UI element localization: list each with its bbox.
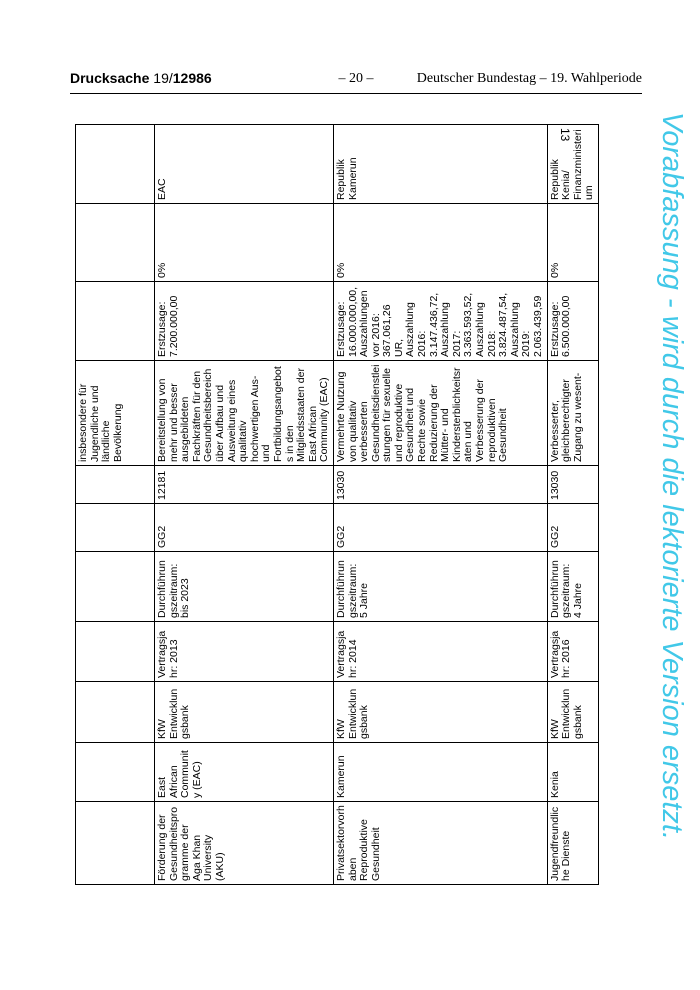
- table-cell: Vertragsjahr: 2014: [333, 622, 547, 682]
- table-cell: Förderung der Gesundheitsprogramme der Aga Khan University (AKU): [155, 802, 334, 885]
- table-cell: 0%: [547, 204, 598, 282]
- table-cell: [76, 204, 155, 282]
- table-cell: [76, 622, 155, 682]
- page-label: – 20 –: [338, 71, 374, 86]
- rotated-table-container: [75, 125, 596, 885]
- table-cell: Vermehrte Nutzung von qualitativ verbesserten Gesundheitsdienstleistungen für sexuelle und reproduktive Gesundheit und Rechte sowie Reduzierung der Mütter- und Kindersterblichkeitsraten und Verbesserung der reproduktiven Gesundheit: [333, 361, 547, 466]
- table-page-number: 13: [558, 128, 572, 142]
- parliament-label: Deutscher Bundestag – 19. Wahlperiode: [416, 71, 642, 86]
- table-cell: Privatsektorvorhaben Reproduktive Gesundheit: [333, 802, 547, 885]
- table-cell: Erstzusage: 16.000.000,00, Auszahlungen vor 2016: 367.061,26 UR, Auszahlung 2016: 3.147.436,72, Auszahlung 2017: 3.363.593,52, Auszahlung 2018: 3.824.487,54, Auszahlung 2019: 2.063.439,59: [333, 282, 547, 361]
- table-cell: Republik Kamerun: [333, 125, 547, 204]
- project-table: [75, 124, 599, 885]
- table-cell: 0%: [155, 204, 334, 282]
- table-cell: Erstzusage: 7.200.000,00: [155, 282, 334, 361]
- table-cell: [76, 682, 155, 743]
- table-cell: Vertragsjahr: 2016: [547, 622, 598, 682]
- table-row: [155, 125, 334, 885]
- table-cell: Verbesserter, gleichberechtigter Zugang zu wesent-: [547, 361, 598, 466]
- table-cell: Kamerun: [333, 743, 547, 802]
- table-cell: 13030: [547, 466, 598, 504]
- table-cell: 13030: [333, 466, 547, 504]
- table-cell: Republik Kenia/ Finanzministerium: [547, 125, 598, 204]
- table-cell: GG2: [547, 504, 598, 552]
- table-cell: [76, 282, 155, 361]
- table-cell: Durchführungszeitraum: 4 Jahre: [547, 552, 598, 622]
- table-cell: 12181: [155, 466, 334, 504]
- table-cell: [76, 466, 155, 504]
- page-header: [70, 70, 642, 92]
- table-row: [547, 125, 598, 885]
- table-cell: Bereitstellung von mehr und besser ausgebildeten Fachkräften für den Gesundheitsbereich über Aufbau und Ausweitung eines qualitativ hochwertigen Aus- und Fortbildungsangebots in den Mitgliedsstaaten der East African Community (EAC): [155, 361, 334, 466]
- table-cell: Jugendfreundliche Dienste: [547, 802, 598, 885]
- table-cell: Kenia: [547, 743, 598, 802]
- table-cell: Vertragsjahr: 2013: [155, 622, 334, 682]
- table-cell: [76, 552, 155, 622]
- table-row: [76, 125, 155, 885]
- table-cell: KfW Entwicklungsbank: [333, 682, 547, 743]
- draft-watermark: Vorabfassung - wird durch die lektorierte Version ersetzt.: [656, 112, 688, 841]
- table-cell: KfW Entwicklungsbank: [155, 682, 334, 743]
- table-cell: [76, 802, 155, 885]
- table-row: [333, 125, 547, 885]
- table-cell: insbesondere für Jugendliche und ländliche Bevölkerung: [76, 361, 155, 466]
- header-rule: [70, 93, 642, 94]
- table-cell: GG2: [155, 504, 334, 552]
- table-cell: [76, 743, 155, 802]
- table-cell: GG2: [333, 504, 547, 552]
- table-cell: Erstzusage: 6.500.000,00: [547, 282, 598, 361]
- table-cell: [76, 504, 155, 552]
- document-number: Drucksache 19/12986: [70, 70, 212, 86]
- table-cell: Durchführungszeitraum: 5 Jahre: [333, 552, 547, 622]
- table-cell: EAC: [155, 125, 334, 204]
- table-cell: KfW Entwicklungsbank: [547, 682, 598, 743]
- table-cell: 0%: [333, 204, 547, 282]
- table-cell: [76, 125, 155, 204]
- table-cell: Durchführungszeitraum: bis 2023: [155, 552, 334, 622]
- table-cell: East African Community (EAC): [155, 743, 334, 802]
